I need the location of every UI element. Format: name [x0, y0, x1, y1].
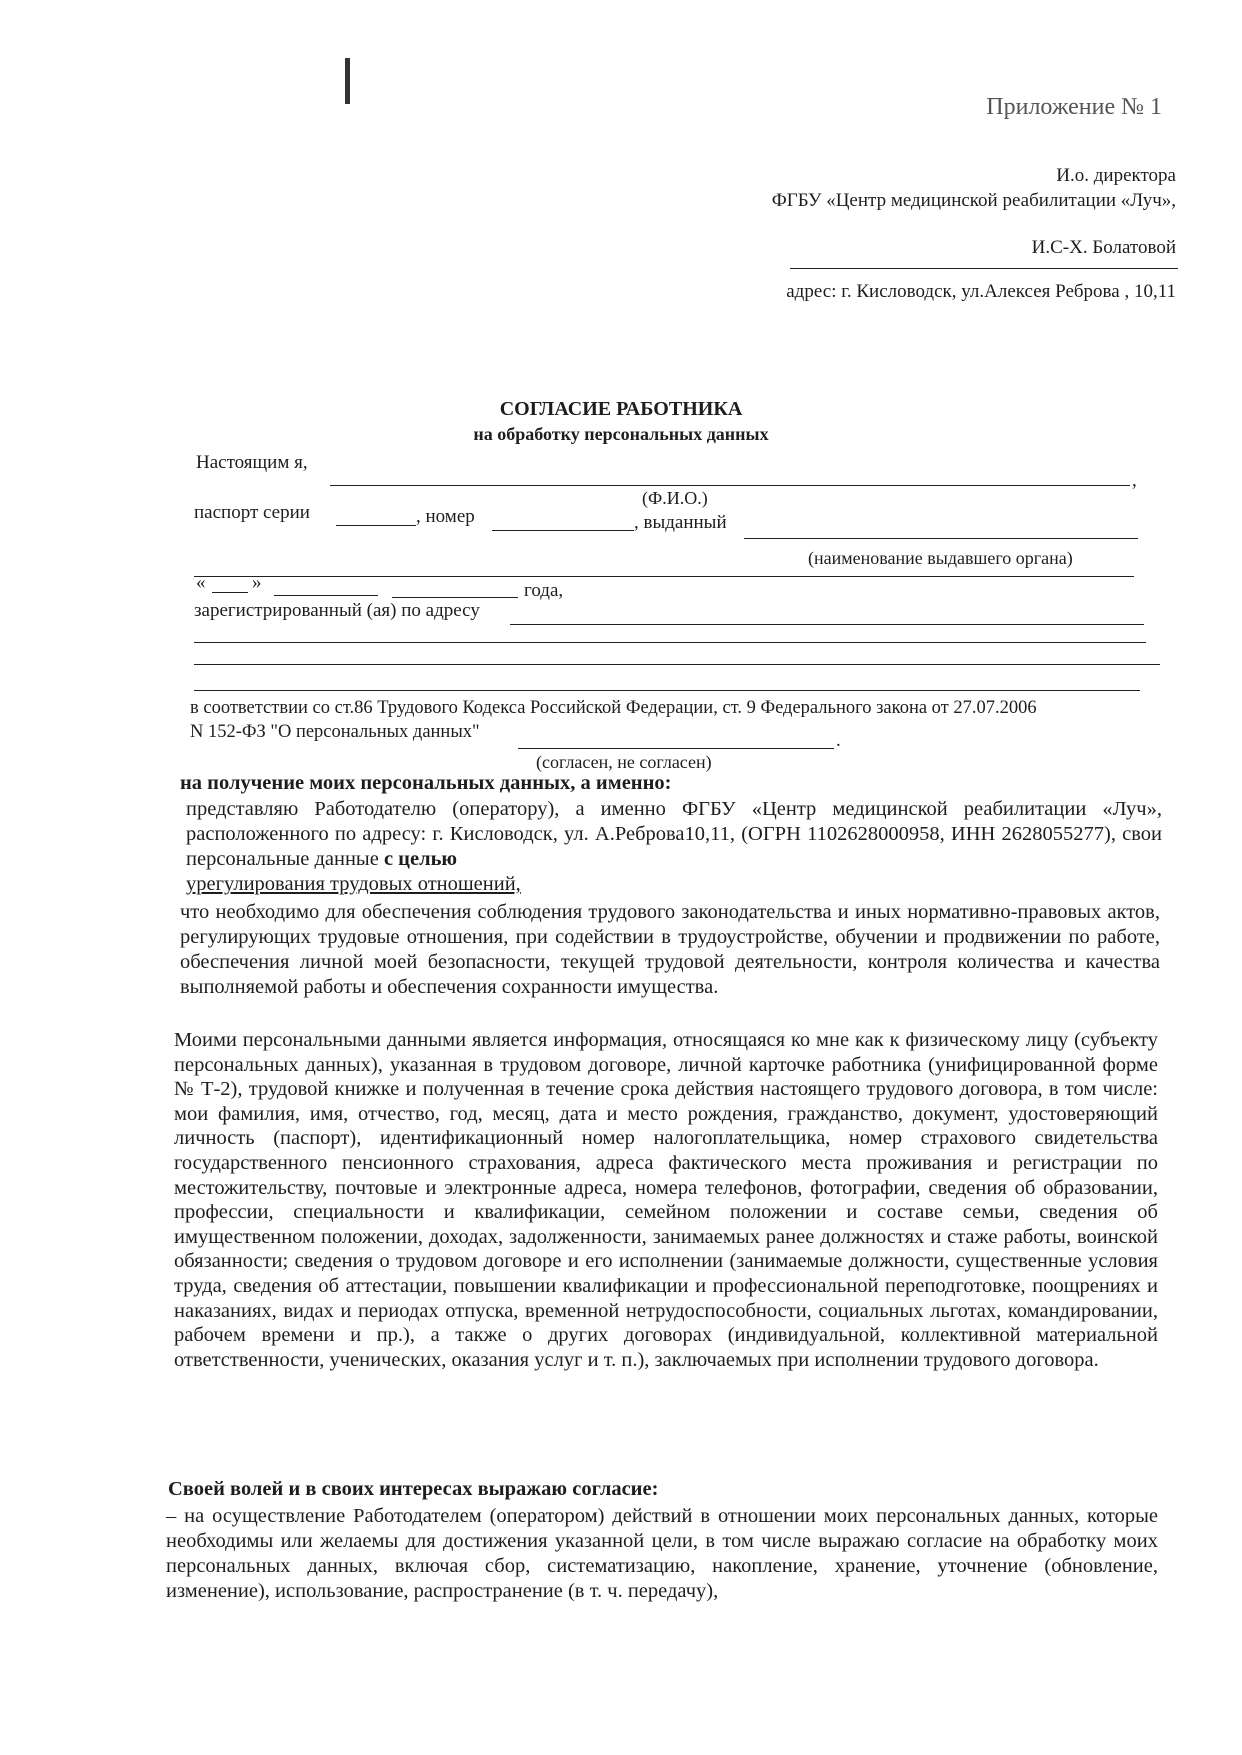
purpose-value: урегулирования трудовых отношений, [186, 873, 521, 895]
passport-issuer-line[interactable] [744, 538, 1138, 539]
date-quote-open: « [196, 572, 206, 593]
passport-number-line[interactable] [492, 530, 634, 531]
agree-line[interactable] [518, 748, 834, 749]
address-line-4[interactable] [194, 690, 1140, 691]
fio-comma: , [1132, 470, 1137, 491]
receive-heading: на получение моих персональных данных, а именно: [180, 772, 672, 794]
scan-mark [345, 58, 350, 104]
date-quote-close: » [252, 572, 262, 593]
necessity-paragraph: что необходимо для обеспечения соблюдения трудового законодательства и иных нормативно-правовых актов, регулирующих трудовые отношения, при содействии в трудоустройстве, обучении и продвижении по работе, обеспечения личной моей безопасности, текущей трудовой деятельности, контроля количества и качества выполняемой работы и обеспечения сохранности имущества. [180, 901, 1160, 998]
date-day-line[interactable] [212, 592, 248, 593]
represent-text: представляю Работодателю (оператору), а именно ФГБУ «Центр медицинской реабилитации «Луч», расположенного по адресу: г. Кисловодск, ул. А.Реброва10,11, (ОГРН 1102628000958, ИНН 2628055277), свои персональные данные [186, 798, 1162, 870]
i-label: Настоящим я, [196, 452, 308, 473]
passport-series-line[interactable] [336, 525, 416, 526]
issuer-line-2[interactable] [194, 576, 1134, 577]
passport-number-label: , номер [416, 506, 475, 527]
personal-data-paragraph: Моими персональными данными является информация, относящаяся ко мне как к физическому лицу (субъекту персональных данных), указанная в трудовом договоре, личной карточке работника (унифицированной форме № Т-2), трудовой книжке и полученная в течение срока действия настоящего трудового договора, в том числе: мои фамилия, имя, отчество, год, месяц, дата и место рождения, гражданство, документ, удостоверяющий личность (паспорт), идентификационный номер налогоплательщика, номер страхового свидетельства государственного пенсионного страхования, адреса фактического места проживания и регистрации по местожительству, почтовые и электронные адреса, номера телефонов, фотографии, сведения об образовании, профессии, специальности и квалификации, семейном положении и составе семьи, сведения об имущественном положении, доходах, задолженности, занимаемых ранее должностях и стаже работы, воинской обязанности; сведения о трудовом договоре и его исполнении (занимаемые должности, существенные условия труда, сведения об аттестации, повышении квалификации и профессиональной переподготовке, поощрениях и наказаниях, видах и периодах отпуска, временной нетрудоспособности, социальных льготах, командировании, рабочем времени и пр.), а также о других договорах (индивидуальной, коллективной материальной ответственности, ученических, оказания услуг и т. п.), заключаемых при исполнении трудового договора. [174, 1029, 1158, 1371]
addressee-position: И.о. директора [1056, 165, 1176, 186]
addressee-underline [790, 268, 1178, 269]
registered-label: зарегистрированный (ая) по адресу [194, 600, 480, 621]
year-label: года, [524, 580, 564, 601]
consent-heading: Своей волей и в своих интересах выражаю согласие: [168, 1478, 659, 1500]
agree-period: . [836, 730, 841, 751]
issuer-hint: (наименование выдавшего органа) [808, 548, 1073, 568]
addressee-organization: ФГБУ «Центр медицинской реабилитации «Луч», [771, 190, 1176, 211]
appendix-label: Приложение № 1 [986, 94, 1162, 120]
address-line-1[interactable] [510, 624, 1144, 625]
passport-series-label: паспорт серии [194, 502, 310, 523]
consent-paragraph: – на осуществление Работодателем (оператором) действий в отношении моих персональных данных, которые необходимы или желаемы для достижения указанной цели, в том числе выражаю согласие на обработку моих персональных данных, включая сбор, систематизацию, накопление, хранение, уточнение (обновление, изменение), использование, распространение (в т. ч. передачу), [166, 1505, 1158, 1602]
agree-hint: (согласен, не согласен) [536, 752, 712, 772]
date-month-line[interactable] [274, 595, 378, 596]
passport-issued-label: , выданный [634, 512, 727, 533]
represent-paragraph [186, 797, 1162, 897]
document-title: СОГЛАСИЕ РАБОТНИКА [499, 398, 743, 420]
address-line-2[interactable] [194, 642, 1146, 643]
purpose-label: с целью [383, 848, 458, 870]
addressee-address: адрес: г. Кисловодск, ул.Алексея Реброва , 10,11 [786, 281, 1176, 302]
fio-hint: (Ф.И.О.) [642, 488, 708, 508]
date-year-line[interactable] [392, 597, 518, 598]
addressee-name: И.С-Х. Болатовой [1031, 237, 1176, 258]
fio-line[interactable] [330, 485, 1130, 486]
law-reference-line-1: в соответствии со ст.86 Трудового Кодекса Российской Федерации, ст. 9 Федерального закона от 27.07.2006 [190, 698, 1037, 718]
law-reference-line-2: N 152-ФЗ "О персональных данных" [190, 722, 480, 742]
document-subtitle: на обработку персональных данных [473, 424, 769, 444]
address-line-3[interactable] [194, 664, 1160, 665]
